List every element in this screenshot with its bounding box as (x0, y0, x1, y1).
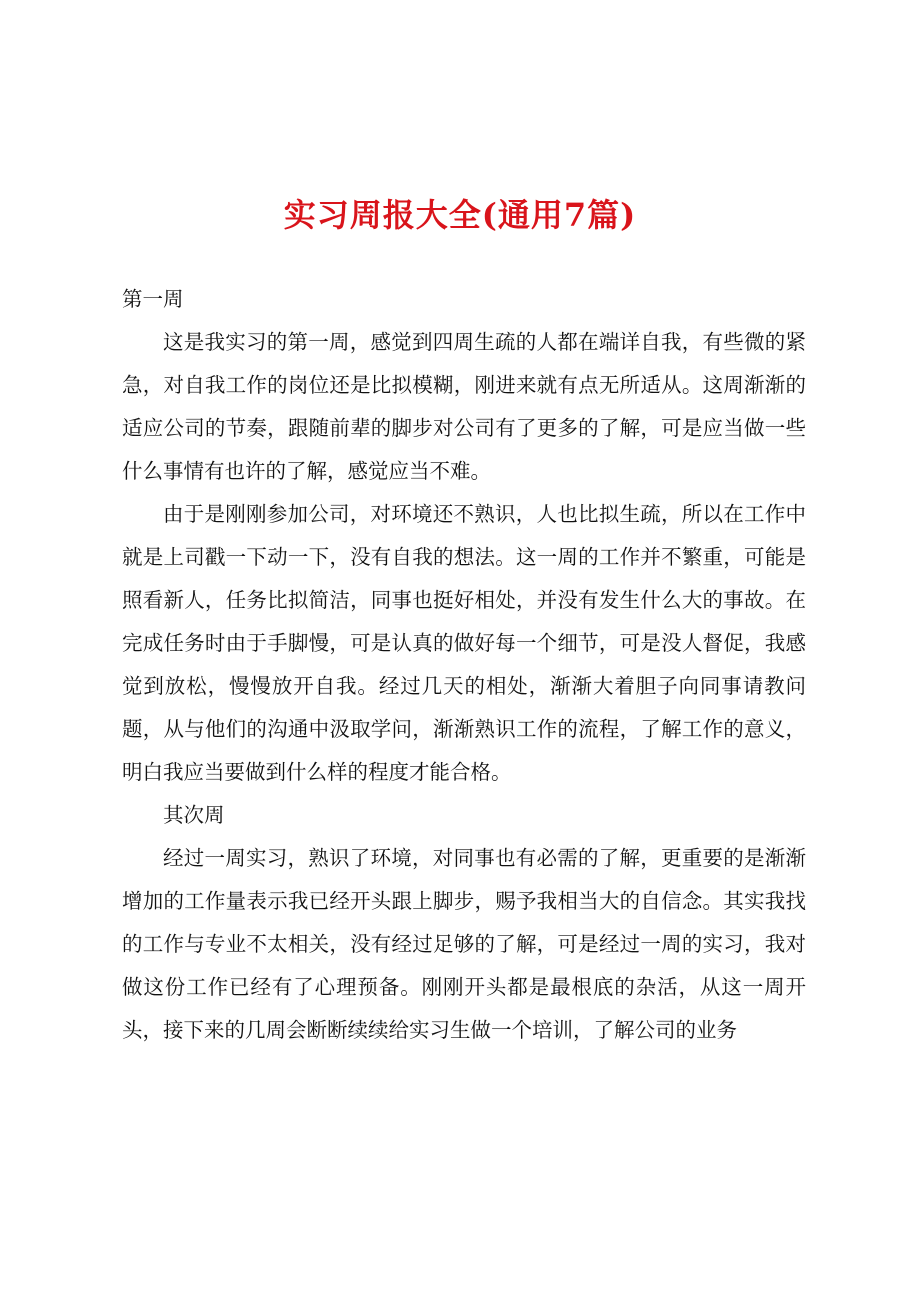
paragraph-week1-intro: 这是我实习的第一周，感觉到四周生疏的人都在端详自我，有些微的紧急，对自我工作的岗位还是比拟模糊，刚进来就有点无所适从。这周渐渐的适应公司的节奏，跟随前辈的脚步对公司有了更多的了解，可是应当做一些什么事情有也许的了解，感觉应当不难。 (122, 330, 806, 483)
document-title: 实习周报大全(通用7篇) (283, 196, 637, 234)
section-heading-week-2: 其次周 (163, 803, 225, 827)
section-heading-week-1: 第一周 (122, 287, 184, 311)
paragraph-week1-detail: 由于是刚刚参加公司，对环境还不熟识，人也比拟生疏，所以在工作中就是上司戳一下动一下，没有自我的想法。这一周的工作并不繁重，可能是照看新人，任务比拟简洁，同事也挺好相处，并没有发生什么大的事故。在完成任务时由于手脚慢，可是认真的做好每一个细节，可是没人督促，我感觉到放松，慢慢放开自我。经过几天的相处，渐渐大着胆子向同事请教问题，从与他们的沟通中汲取学问，渐渐熟识工作的流程，了解工作的意义，明白我应当要做到什么样的程度才能合格。 (122, 502, 806, 784)
document-body (122, 278, 806, 1052)
paragraph-week2-intro: 经过一周实习，熟识了环境，对同事也有必需的了解，更重要的是渐渐增加的工作量表示我已经开头跟上脚步，赐予我相当大的自信念。其实我找的工作与专业不太相关，没有经过足够的了解，可是经过一周的实习，我对做这份工作已经有了心理预备。刚刚开头都是最根底的杂活，从这一周开头，接下来的几周会断断续续给实习生做一个培训，了解公司的业务 (122, 846, 806, 1042)
